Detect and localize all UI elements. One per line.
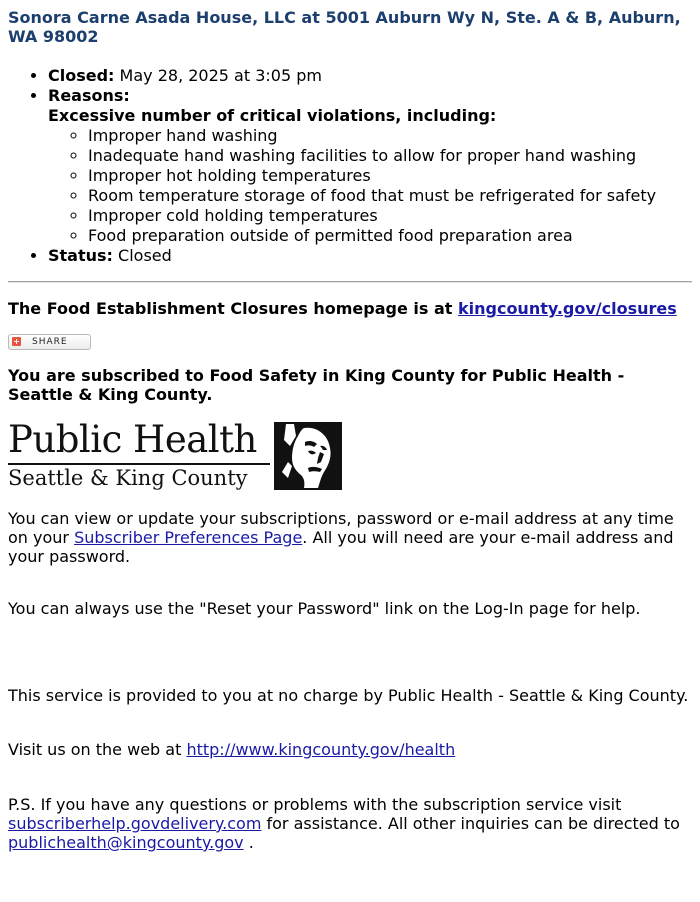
closed-label: Closed: <box>48 66 115 85</box>
visit-paragraph <box>8 740 692 759</box>
share-label: SHARE <box>32 337 68 347</box>
closures-link[interactable]: kingcounty.gov/closures <box>457 299 677 318</box>
closed-value: May 28, 2025 at 3:05 pm <box>119 66 322 85</box>
status-value: Closed <box>118 246 172 265</box>
plus-icon: + <box>13 337 20 346</box>
closure-details <box>8 66 692 266</box>
ps-text-middle: for assistance. All other inquiries can be directed to <box>266 814 680 833</box>
reasons-label: Reasons: <box>48 86 130 105</box>
logo-line2: Seattle & King County <box>8 466 248 490</box>
health-website-link[interactable]: http://www.kingcounty.gov/health <box>186 740 456 759</box>
prefs-text-before: You can view or update your subscriptions, password or e-mail address at any time on your <box>8 509 674 547</box>
reset-password-note: You can always use the "Reset your Password" link on the Log-In page for help. <box>8 599 641 618</box>
reasons-item <box>48 86 692 246</box>
ps-paragraph <box>8 795 692 852</box>
violation-item: ◦ Room temperature storage of food that must be refrigerated for safety <box>88 186 692 206</box>
portrait-logo-icon <box>274 422 342 490</box>
ps-text-before: P.S. If you have any questions or problems with the subscription service visit <box>8 795 622 814</box>
homepage-line <box>8 299 677 319</box>
public-health-email-link[interactable]: publichealth@kingcounty.gov <box>8 833 244 852</box>
reasons-intro: Excessive number of critical violations, including: <box>48 106 497 125</box>
homepage-text: The Food Establishment Closures homepage is at <box>8 299 453 318</box>
subscriber-preferences-link[interactable]: Subscriber Preferences Page <box>74 528 303 547</box>
subscription-notice: You are subscribed to Food Safety in King County for Public Health - Seattle & King County. <box>8 366 625 404</box>
service-note: This service is provided to you at no charge by Public Health - Seattle & King County. <box>8 686 689 705</box>
ps-text-after: . <box>248 833 254 852</box>
share-button[interactable] <box>8 334 91 350</box>
violations-list <box>48 126 692 246</box>
violation-item: ◦ Improper hand washing <box>88 126 692 146</box>
violation-item: ◦ Improper cold holding temperatures <box>88 206 692 226</box>
logo-rule <box>8 463 270 465</box>
visit-text: Visit us on the web at <box>8 740 182 759</box>
status-label: Status: <box>48 246 113 265</box>
logo-line1: Public Health <box>8 418 257 461</box>
violation-item: ◦ Inadequate hand washing facilities to allow for proper hand washing <box>88 146 692 166</box>
prefs-text-after: . All you will need are your e-mail address and your password. <box>8 528 674 566</box>
closure-notice <box>8 8 692 266</box>
divider <box>8 281 692 283</box>
violation-item: ◦ Improper hot holding temperatures <box>88 166 692 186</box>
status-item <box>48 246 692 266</box>
public-health-logo <box>8 418 342 491</box>
subscriber-help-link[interactable]: subscriberhelp.govdelivery.com <box>8 814 262 833</box>
violation-item: ◦ Food preparation outside of permitted food preparation area <box>88 226 692 246</box>
closed-item <box>48 66 692 86</box>
preferences-paragraph <box>8 509 692 566</box>
establishment-heading: Sonora Carne Asada House, LLC at 5001 Auburn Wy N, Ste. A & B, Auburn, WA 98002 <box>8 8 681 46</box>
